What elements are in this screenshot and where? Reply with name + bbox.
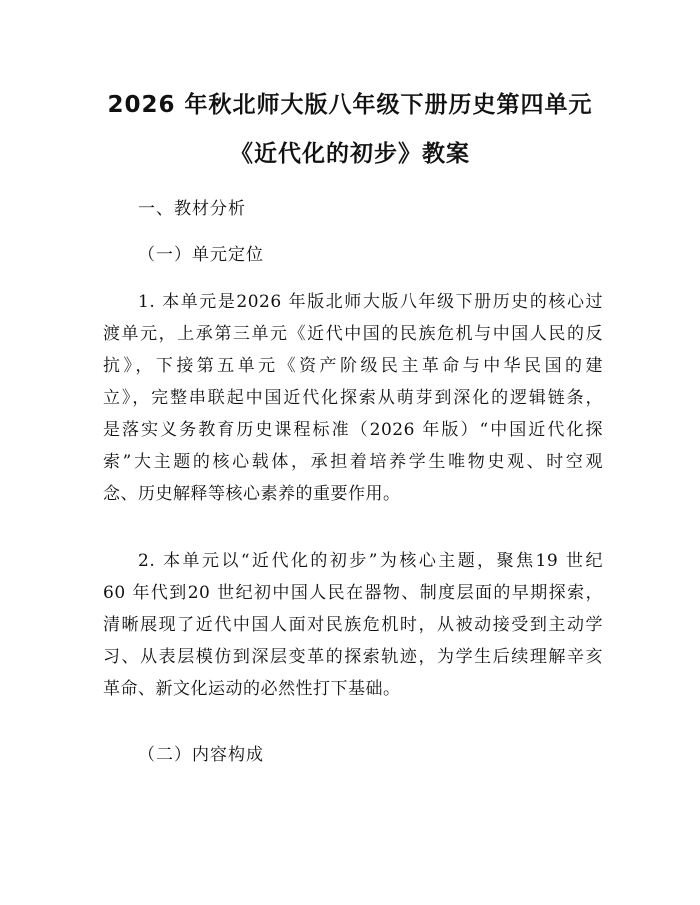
paragraph-1-line: 索”大主题的核心载体，承担着培养学生唯物史观、时空观 [103, 452, 603, 472]
paragraph-2-line: 革命、新文化运动的必然性打下基础。 [103, 679, 401, 699]
paragraph-1-line: 渡单元，上承第三单元《近代中国的民族危机与中国人民的反 [103, 324, 603, 344]
subsection-heading-content-composition: （二）内容构成 [138, 745, 264, 765]
paragraph-2 [103, 545, 603, 705]
paragraph-2-line: 清晰展现了近代中国人面对民族危机时，从被动接受到主动学 [103, 615, 603, 635]
subsection-heading-unit-positioning: （一）单元定位 [138, 245, 264, 265]
paragraph-2-line: 2. 本单元以“近代化的初步”为核心主题，聚焦19 世纪 [138, 551, 603, 571]
paragraph-1-line: 是落实义务教育历史课程标准（2026 年版）“中国近代化探 [103, 420, 603, 440]
paragraph-2-line: 习、从表层模仿到深层变革的探索轨迹，为学生后续理解辛亥 [103, 647, 603, 667]
section-heading-textbook-analysis: 一、教材分析 [138, 199, 246, 219]
paragraph-1 [103, 286, 603, 510]
document-title-line-2: 《近代化的初步》教案 [230, 141, 470, 167]
paragraph-2-line: 60 年代到20 世纪初中国人民在器物、制度层面的早期探索， [103, 583, 603, 603]
document-title-line-1: 2026 年秋北师大版八年级下册历史第四单元 [107, 92, 593, 118]
paragraph-1-line: 1. 本单元是2026 年版北师大版八年级下册历史的核心过 [138, 292, 603, 312]
paragraph-1-line: 抗》，下接第五单元《资产阶级民主革命与中华民国的建 [103, 356, 603, 376]
paragraph-1-line: 念、历史解释等核心素养的重要作用。 [103, 484, 401, 504]
paragraph-1-line: 立》，完整串联起中国近代化探索从萌芽到深化的逻辑链条， [103, 388, 603, 408]
